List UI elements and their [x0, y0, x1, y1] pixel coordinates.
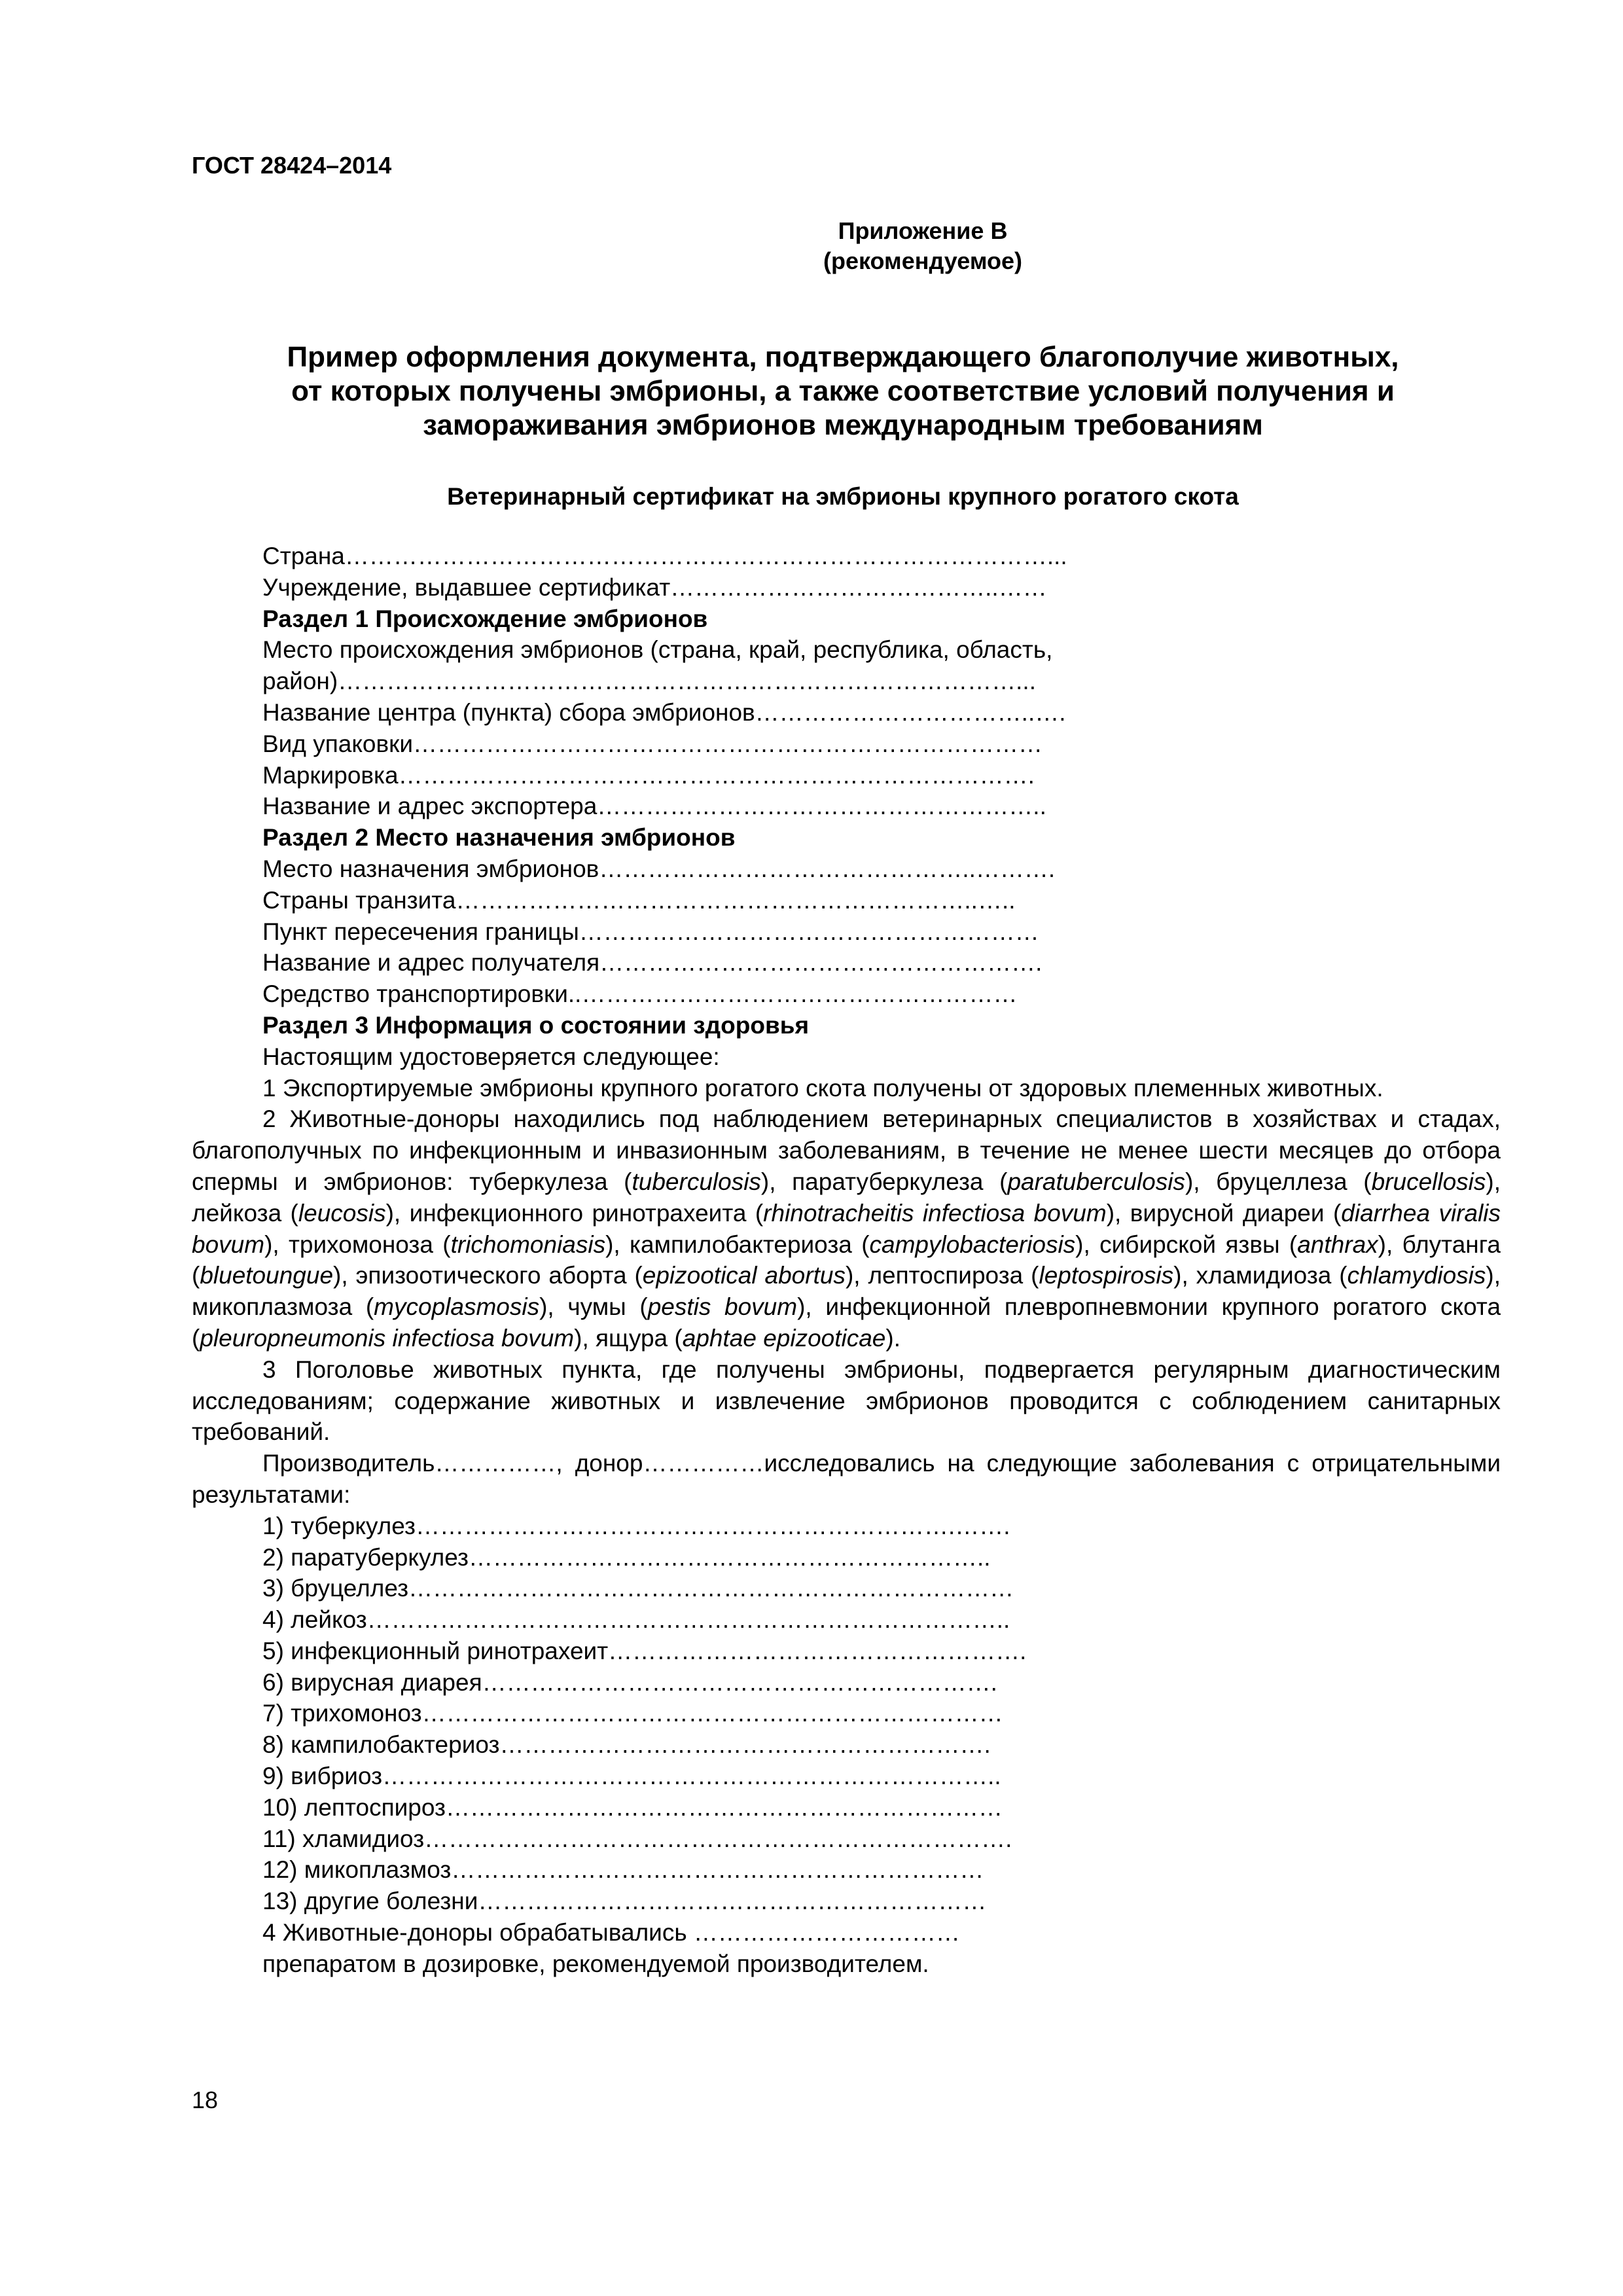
- disease-item: 7) трихомоноз………………………………………………………………: [262, 1700, 1003, 1727]
- text-run: ), вирусной диареи (: [1106, 1199, 1342, 1227]
- disease-item: 11) хламидиоз……………………………………………………………….: [262, 1825, 1012, 1852]
- text-run: ).: [885, 1324, 901, 1352]
- text-run: ), лептоспироза (: [845, 1262, 1039, 1289]
- field-line: Место происхождения эмбрионов (страна, край, республика, область,: [262, 636, 1053, 664]
- latin-term: rhinotracheitis infectiosa bovum: [763, 1199, 1107, 1227]
- latin-term: pleuropneumonis infectiosa bovum: [200, 1324, 575, 1352]
- text-run: 2 Животные-доноры находились под наблюдением ветеринарных специалистов в хозяйствах и стадах, благополучных по инфекционным и инвазионным заболеваниям, в течение не менее шести месяцев до отбора спермы и эмбрионов: туберкулеза (: [192, 1105, 1501, 1195]
- section-heading: Раздел 3 Информация о состоянии здоровья: [262, 1011, 810, 1039]
- latin-term: trichomoniasis: [450, 1230, 606, 1258]
- latin-term: mycoplasmosis: [374, 1293, 540, 1321]
- standard-code: ГОСТ 28424–2014: [192, 152, 392, 179]
- latin-term: paratuberculosis: [1007, 1168, 1185, 1195]
- field-line: Страны транзита………………………………………………………..…..: [262, 886, 1016, 914]
- treatment-line: 4 Животные-доноры обрабатывались ……………………………: [262, 1919, 960, 1946]
- field-issuer: Учреждение, выдавшее сертификат…………………………………..……: [262, 573, 1047, 601]
- page-number: 18: [192, 2087, 219, 2113]
- paragraph: 3 Поголовье животных пункта, где получены эмбрионы, подвергается регулярным диагностическим исследованиям; содержание животных и извлечение эмбрионов проводится с соблюдением санитарных требований.: [192, 1355, 1501, 1446]
- certificate-body: [192, 541, 1501, 1980]
- latin-term: epizootical abortus: [642, 1262, 846, 1289]
- field-line: Вид упаковки……………………………………………………………………: [262, 730, 1043, 757]
- latin-term: diarrhea viralis bovum: [192, 1199, 1501, 1258]
- disease-item: 5) инфекционный ринотрахеит…………………………………………….: [262, 1637, 1027, 1664]
- latin-term: bluetoungue: [200, 1262, 334, 1289]
- treatment-line: препаратом в дозировке, рекомендуемой производителем.: [262, 1950, 929, 1977]
- latin-term: tuberculosis: [632, 1168, 761, 1195]
- text-run: ), сибирской язвы (: [1075, 1230, 1298, 1258]
- disease-item: 9) вибриоз…………………………………………………………………..: [262, 1763, 1001, 1790]
- field-line: Пункт пересечения границы…………………………………………………: [262, 918, 1039, 945]
- certificate-subtitle: Ветеринарный сертификат на эмбрионы крупного рогатого скота: [447, 483, 1239, 510]
- document-title: [192, 340, 1494, 442]
- disease-item: 3) бруцеллез…………………………………………………………………: [262, 1575, 1014, 1602]
- title-line: Пример оформления документа, подтверждающего благополучие животных,: [287, 341, 1399, 373]
- disease-item: 6) вирусная диарея……………………………………………………….: [262, 1668, 997, 1696]
- text-run: ), бруцеллеза (: [1185, 1168, 1372, 1195]
- latin-term: brucellosis: [1371, 1168, 1486, 1195]
- text-run: ), эпизоотического аборта (: [333, 1262, 643, 1289]
- disease-item: 8) кампилобактериоз…………………………………………………….: [262, 1731, 991, 1759]
- disease-item: 1) туберкулез………………………………………………………….…….: [262, 1512, 1010, 1539]
- text-run: ), блутанга (: [192, 1230, 1501, 1289]
- appendix-status: (рекомендуемое): [823, 247, 1022, 274]
- text-run: ), ящура (: [574, 1324, 683, 1352]
- field-country: Страна……………………………………………………………………………...: [262, 543, 1067, 569]
- appendix-title: Приложение В: [838, 217, 1008, 244]
- text-run: ), лейкоза (: [192, 1168, 1501, 1227]
- disease-item: 13) другие болезни………………………………………………………: [262, 1888, 987, 1915]
- latin-term: chlamydiosis: [1347, 1262, 1486, 1289]
- appendix-label: [0, 216, 1623, 276]
- text-run: ), хламидиоза (: [1173, 1262, 1347, 1289]
- field-line: Средство транспортировки..………………………………………………: [262, 980, 1018, 1008]
- text-run: ), микоплазмоза (: [192, 1262, 1501, 1321]
- field-line: Маркировка…………………………………………………………………….: [262, 761, 1035, 789]
- text-run: ), чумы (: [539, 1293, 648, 1321]
- latin-term: leucosis: [298, 1199, 386, 1227]
- disease-item: 4) лейкоз……………………………………………………………………..: [262, 1606, 1010, 1634]
- text-run: ), инфекционной плевропневмонии крупного рогатого скота (: [192, 1293, 1501, 1352]
- text-run: ), паратуберкулеза (: [760, 1168, 1008, 1195]
- disease-item: 2) паратуберкулез………………………………………………………..: [262, 1543, 991, 1571]
- field-line: район)…………………………………………………………………………...: [262, 668, 1036, 695]
- latin-term: campylobacteriosis: [869, 1230, 1076, 1258]
- text-run: ), кампилобактериоза (: [605, 1230, 870, 1258]
- text-run: ), инфекционного ринотрахеита (: [385, 1199, 764, 1227]
- title-line: от которых получены эмбрионы, а также соответствие условий получения и: [291, 375, 1395, 407]
- title-line: замораживания эмбрионов международным требованиям: [423, 409, 1263, 441]
- paragraph: Производитель……………, донор……………исследовались на следующие заболевания с отрицательными результатами:: [192, 1450, 1501, 1508]
- field-line: Место назначения эмбрионов………………………………………..……….: [262, 855, 1056, 882]
- section-heading: Раздел 1 Происхождение эмбрионов: [262, 605, 708, 632]
- disease-item: 12) микоплазмоз…………………………………………………………: [262, 1856, 984, 1884]
- field-line: Название центра (пункта) сбора эмбрионов……………………………..….: [262, 698, 1066, 726]
- text-run: ), трихомоноза (: [264, 1230, 451, 1258]
- section-heading: Раздел 2 Место назначения эмбрионов: [262, 824, 736, 852]
- paragraph: 1 Экспортируемые эмбрионы крупного рогатого скота получены от здоровых племенных животных.: [262, 1074, 1383, 1102]
- latin-term: anthrax: [1297, 1230, 1378, 1258]
- field-line: Название и адрес получателя……………………………………………….: [262, 949, 1043, 977]
- latin-term: aphtae epizooticae: [682, 1324, 886, 1352]
- latin-term: leptospirosis: [1039, 1262, 1174, 1289]
- latin-term: pestis bovum: [647, 1293, 798, 1321]
- disease-item: 10) лептоспироз……………………………………………………………: [262, 1793, 1003, 1821]
- paragraph: [192, 1103, 1501, 1354]
- field-line: Название и адрес экспортера………………………………………………..: [262, 793, 1046, 820]
- section-intro: Настоящим удостоверяется следующее:: [262, 1043, 720, 1070]
